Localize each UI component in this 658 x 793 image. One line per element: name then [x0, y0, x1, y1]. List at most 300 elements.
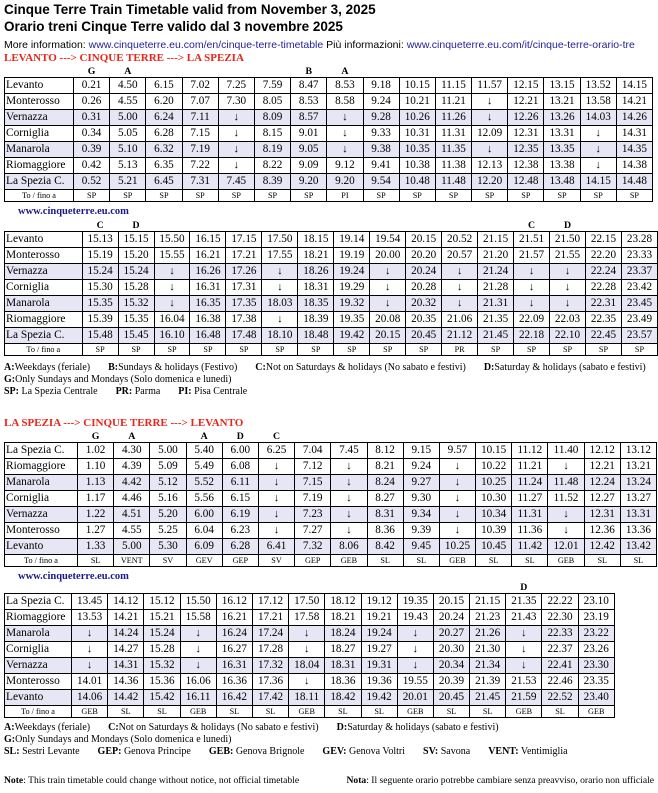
- service-code: [367, 431, 403, 443]
- destination-row: [5, 344, 658, 356]
- departure-time: 7.30: [218, 94, 254, 110]
- pass-arrow-icon: ↓: [580, 158, 616, 174]
- destination-code: SL: [108, 706, 144, 718]
- service-code: [621, 220, 657, 232]
- pass-arrow-icon: ↓: [550, 280, 586, 296]
- departure-time: 9.57: [439, 443, 475, 459]
- departure-time: 22.15: [585, 232, 621, 248]
- departure-time: 21.59: [506, 690, 542, 706]
- departure-time: 16.26: [190, 264, 226, 280]
- departure-time: 17.15: [226, 232, 262, 248]
- pass-arrow-icon: ↓: [327, 126, 363, 142]
- departure-time: 11.38: [435, 158, 471, 174]
- departure-time: 13.52: [580, 78, 616, 94]
- departure-time: 17.42: [252, 690, 288, 706]
- departure-time: 9.54: [363, 174, 399, 190]
- code-row: [5, 582, 615, 594]
- destination-code: SP: [370, 344, 406, 356]
- table-row: [5, 126, 653, 142]
- table-row: [5, 594, 615, 610]
- website-label[interactable]: www.cinqueterre.eu.com: [18, 206, 129, 217]
- departure-time: 17.55: [262, 248, 298, 264]
- departure-time: 22.10: [550, 328, 586, 344]
- pass-arrow-icon: ↓: [180, 658, 216, 674]
- station-name: Corniglia: [5, 126, 74, 142]
- pass-arrow-icon: ↓: [180, 642, 216, 658]
- pass-arrow-icon: ↓: [218, 142, 254, 158]
- service-code: [476, 431, 512, 443]
- pass-arrow-icon: ↓: [258, 475, 294, 491]
- departure-time: 10.45: [476, 539, 512, 555]
- station-name: Monterosso: [5, 248, 83, 264]
- service-code: [154, 220, 190, 232]
- departure-time: 20.28: [406, 280, 442, 296]
- departure-time: 13.24: [620, 475, 656, 491]
- departure-time: 5.52: [186, 475, 222, 491]
- departure-time: 1.27: [78, 523, 114, 539]
- departure-time: 21.28: [478, 280, 514, 296]
- departure-time: 7.23: [295, 507, 331, 523]
- departure-time: 8.42: [367, 539, 403, 555]
- departure-time: 15.20: [118, 248, 154, 264]
- departure-time: 7.11: [182, 110, 218, 126]
- destination-label: To / fino a: [5, 706, 72, 718]
- departure-time: 21.23: [470, 610, 506, 626]
- pass-arrow-icon: ↓: [514, 280, 550, 296]
- pass-arrow-icon: ↓: [258, 491, 294, 507]
- service-code: [584, 431, 620, 443]
- destination-code: SP: [406, 344, 442, 356]
- departure-time: 23.42: [621, 280, 657, 296]
- departure-time: 10.15: [399, 78, 435, 94]
- departure-time: 19.21: [361, 610, 397, 626]
- departure-time: 11.40: [548, 443, 584, 459]
- destination-code: SP: [363, 190, 399, 202]
- pass-arrow-icon: ↓: [514, 264, 550, 280]
- station-name: Manarola: [5, 626, 72, 642]
- pass-arrow-icon: ↓: [289, 674, 325, 690]
- table-row: [5, 539, 657, 555]
- destination-code: GEB: [180, 706, 216, 718]
- departure-time: 17.50: [289, 594, 325, 610]
- destination-code: SP: [298, 344, 334, 356]
- service-code: [406, 220, 442, 232]
- service-code: [478, 220, 514, 232]
- departure-time: 4.55: [114, 523, 150, 539]
- pass-arrow-icon: ↓: [439, 475, 475, 491]
- destination-code: SP: [580, 190, 616, 202]
- destination-code: SL: [433, 706, 469, 718]
- departure-time: 1.22: [78, 507, 114, 523]
- departure-time: 7.45: [218, 174, 254, 190]
- service-code: [439, 431, 475, 443]
- departure-time: 15.50: [180, 594, 216, 610]
- departure-time: 14.01: [72, 674, 108, 690]
- service-code: [470, 582, 506, 594]
- departure-time: 5.13: [110, 158, 146, 174]
- destination-code: GEB: [439, 555, 475, 567]
- service-code: [298, 220, 334, 232]
- departure-time: 23.30: [578, 658, 614, 674]
- table-row: [5, 507, 657, 523]
- pass-arrow-icon: ↓: [439, 523, 475, 539]
- departure-time: 5.20: [150, 507, 186, 523]
- departure-time: 19.29: [334, 280, 370, 296]
- service-code: C: [258, 431, 294, 443]
- departure-time: 9.27: [403, 475, 439, 491]
- departure-time: 18.24: [325, 626, 361, 642]
- departure-time: 11.48: [548, 475, 584, 491]
- departure-time: 18.04: [289, 658, 325, 674]
- departure-time: 12.42: [584, 539, 620, 555]
- departure-time: 17.38: [226, 312, 262, 328]
- destination-code: SP: [334, 344, 370, 356]
- table-row: [5, 523, 657, 539]
- departure-time: 20.15: [433, 594, 469, 610]
- departure-time: 17.21: [252, 610, 288, 626]
- departure-time: 5.25: [150, 523, 186, 539]
- table-row: [5, 280, 658, 296]
- service-code: [252, 582, 288, 594]
- service-code: [544, 66, 580, 78]
- legend-item: A:Weekdays (feriale): [4, 722, 91, 733]
- destination-code: GEB: [331, 555, 367, 567]
- departure-time: 7.59: [254, 78, 290, 94]
- pass-arrow-icon: ↓: [548, 523, 584, 539]
- departure-time: 20.57: [442, 248, 478, 264]
- destination-code: SP: [472, 190, 508, 202]
- station-name: La Spezia C.: [5, 443, 78, 459]
- departure-time: 21.06: [442, 312, 478, 328]
- departure-time: 13.42: [620, 539, 656, 555]
- pass-arrow-icon: ↓: [258, 507, 294, 523]
- departure-time: 15.28: [144, 642, 180, 658]
- departure-time: 6.28: [222, 539, 258, 555]
- departure-time: 16.06: [180, 674, 216, 690]
- departure-time: 17.21: [226, 248, 262, 264]
- departure-time: 21.57: [514, 248, 550, 264]
- departure-time: 18.48: [298, 328, 334, 344]
- departure-time: 5.00: [114, 539, 150, 555]
- departure-time: 7.15: [295, 475, 331, 491]
- destination-row: [5, 706, 615, 718]
- destination-code: GEB: [548, 555, 584, 567]
- departure-time: 20.15: [406, 232, 442, 248]
- departure-time: 15.28: [118, 280, 154, 296]
- departure-time: 15.13: [82, 232, 118, 248]
- station-name: Levanto: [5, 232, 83, 248]
- legend-southbound: [4, 362, 646, 397]
- note-it: Nota: Il seguente orario potrebbe cambiare senza preavviso, orario non ufficiale: [346, 775, 654, 786]
- departure-time: 6.45: [146, 174, 182, 190]
- service-code: [435, 66, 471, 78]
- departure-time: 18.35: [298, 296, 334, 312]
- departure-time: 8.27: [367, 491, 403, 507]
- departure-time: 6.25: [258, 443, 294, 459]
- route-southbound: LEVANTO ---> CINQUE TERRE ---> LA SPEZIA: [4, 52, 244, 64]
- departure-time: 20.32: [406, 296, 442, 312]
- destination-code: SP: [146, 190, 182, 202]
- departure-time: 8.06: [331, 539, 367, 555]
- departure-time: 14.35: [616, 142, 652, 158]
- departure-time: 17.50: [262, 232, 298, 248]
- info-link-it[interactable]: www.cinqueterre.eu.com/it/cinque-terre-orario-tre: [406, 39, 635, 51]
- departure-time: 9.30: [403, 491, 439, 507]
- departure-time: 12.01: [548, 539, 584, 555]
- departure-time: 15.32: [144, 658, 180, 674]
- destination-code: SP: [262, 344, 298, 356]
- departure-time: 7.31: [182, 174, 218, 190]
- pass-arrow-icon: ↓: [258, 523, 294, 539]
- departure-time: 20.08: [370, 312, 406, 328]
- destination-code: SL: [512, 555, 548, 567]
- departure-time: 7.15: [182, 126, 218, 142]
- departure-time: 9.15: [403, 443, 439, 459]
- departure-time: 12.24: [584, 475, 620, 491]
- code-row: [5, 66, 653, 78]
- departure-time: 16.04: [154, 312, 190, 328]
- departure-time: 18.21: [298, 248, 334, 264]
- table-row: [5, 674, 615, 690]
- destination-code: SP: [544, 190, 580, 202]
- destination-code: PI: [327, 190, 363, 202]
- pass-arrow-icon: ↓: [218, 110, 254, 126]
- destination-label: To / fino a: [5, 190, 74, 202]
- service-code: C: [82, 220, 118, 232]
- departure-time: 15.24: [82, 264, 118, 280]
- departure-time: 21.51: [514, 232, 550, 248]
- departure-time: 21.34: [470, 658, 506, 674]
- departure-time: 16.48: [190, 328, 226, 344]
- departure-time: 12.31: [584, 507, 620, 523]
- departure-time: 13.45: [72, 594, 108, 610]
- departure-time: 13.21: [544, 94, 580, 110]
- departure-time: 19.27: [361, 642, 397, 658]
- departure-time: 1.33: [78, 539, 114, 555]
- service-code: D: [222, 431, 258, 443]
- departure-time: 18.03: [262, 296, 298, 312]
- departure-time: 22.45: [585, 328, 621, 344]
- pass-arrow-icon: ↓: [370, 280, 406, 296]
- departure-time: 15.35: [118, 312, 154, 328]
- departure-time: 20.00: [370, 248, 406, 264]
- pass-arrow-icon: ↓: [472, 110, 508, 126]
- table-row: [5, 328, 658, 344]
- destination-code: GEB: [72, 706, 108, 718]
- destination-code: SL: [470, 706, 506, 718]
- departure-time: 20.30: [433, 642, 469, 658]
- pass-arrow-icon: ↓: [397, 642, 433, 658]
- departure-time: 8.53: [327, 78, 363, 94]
- pass-arrow-icon: ↓: [331, 491, 367, 507]
- departure-time: 12.27: [584, 491, 620, 507]
- table-row: [5, 248, 658, 264]
- table-row: [5, 642, 615, 658]
- station-name: Riomaggiore: [5, 610, 72, 626]
- table-row: [5, 174, 653, 190]
- departure-time: 6.08: [222, 459, 258, 475]
- departure-time: 11.36: [512, 523, 548, 539]
- departure-time: 9.28: [363, 110, 399, 126]
- departure-time: 5.49: [186, 459, 222, 475]
- station-name: Levanto: [5, 539, 78, 555]
- departure-time: 11.35: [435, 142, 471, 158]
- departure-time: 15.55: [154, 248, 190, 264]
- departure-time: 11.26: [435, 110, 471, 126]
- departure-time: 7.04: [295, 443, 331, 459]
- pass-arrow-icon: ↓: [262, 312, 298, 328]
- departure-time: 13.35: [544, 142, 580, 158]
- departure-time: 12.21: [508, 94, 544, 110]
- departure-time: 22.03: [550, 312, 586, 328]
- departure-time: 11.21: [512, 459, 548, 475]
- pass-arrow-icon: ↓: [289, 642, 325, 658]
- departure-time: 10.48: [399, 174, 435, 190]
- departure-time: 10.34: [476, 507, 512, 523]
- departure-time: 12.35: [508, 142, 544, 158]
- station-name: Vernazza: [5, 110, 74, 126]
- departure-time: 16.31: [216, 658, 252, 674]
- pass-arrow-icon: ↓: [289, 626, 325, 642]
- service-code: [585, 220, 621, 232]
- pass-arrow-icon: ↓: [331, 523, 367, 539]
- departure-time: 12.21: [584, 459, 620, 475]
- service-code: [508, 66, 544, 78]
- pass-arrow-icon: ↓: [154, 264, 190, 280]
- code-blank: [5, 582, 72, 594]
- departure-time: 12.20: [472, 174, 508, 190]
- pass-arrow-icon: ↓: [442, 264, 478, 280]
- service-code: [334, 220, 370, 232]
- departure-time: 9.41: [363, 158, 399, 174]
- service-code: [361, 582, 397, 594]
- station-name: Monterosso: [5, 94, 74, 110]
- departure-time: 14.26: [616, 110, 652, 126]
- destination-code: SP: [435, 190, 471, 202]
- table-row: [5, 94, 653, 110]
- departure-time: 18.39: [298, 312, 334, 328]
- footer-note: [4, 775, 654, 786]
- departure-time: 8.15: [254, 126, 290, 142]
- departure-time: 11.57: [472, 78, 508, 94]
- service-code: [616, 66, 652, 78]
- destination-code: SP: [218, 190, 254, 202]
- departure-time: 11.48: [435, 174, 471, 190]
- station-name: Monterosso: [5, 674, 72, 690]
- departure-time: 15.30: [82, 280, 118, 296]
- table-row: [5, 658, 615, 674]
- info-label-it: Più informazioni:: [326, 39, 404, 51]
- destination-label: To / fino a: [5, 344, 83, 356]
- departure-time: 0.42: [74, 158, 110, 174]
- departure-time: 13.31: [544, 126, 580, 142]
- station-name: Corniglia: [5, 491, 78, 507]
- departure-time: 12.26: [508, 110, 544, 126]
- departure-time: 13.48: [544, 174, 580, 190]
- departure-time: 21.50: [550, 232, 586, 248]
- departure-time: 1.10: [78, 459, 114, 475]
- departure-time: 6.09: [186, 539, 222, 555]
- departure-time: 6.19: [222, 507, 258, 523]
- station-name: La Spezia C.: [5, 594, 72, 610]
- departure-time: 14.12: [108, 594, 144, 610]
- departure-time: 9.20: [291, 174, 327, 190]
- legend-item: SP: La Spezia Centrale: [4, 386, 98, 397]
- departure-time: 9.33: [363, 126, 399, 142]
- departure-time: 22.28: [585, 280, 621, 296]
- departure-time: 11.31: [512, 507, 548, 523]
- service-code: A: [114, 431, 150, 443]
- station-name: Vernazza: [5, 507, 78, 523]
- service-code: [289, 582, 325, 594]
- service-code: [254, 66, 290, 78]
- departure-time: 6.35: [146, 158, 182, 174]
- departure-time: 5.10: [110, 142, 146, 158]
- departure-time: 19.43: [397, 610, 433, 626]
- destination-code: SP: [621, 344, 657, 356]
- departure-time: 0.21: [74, 78, 110, 94]
- departure-time: 22.37: [542, 642, 578, 658]
- destination-code: GEB: [578, 706, 614, 718]
- service-code: G: [78, 431, 114, 443]
- departure-time: 11.31: [435, 126, 471, 142]
- legend-item: GEB: Genova Brignole: [208, 746, 305, 757]
- departure-time: 23.40: [578, 690, 614, 706]
- legend-item: VENT: Ventimiglia: [488, 746, 568, 757]
- service-code: [216, 582, 252, 594]
- service-code: D: [118, 220, 154, 232]
- pass-arrow-icon: ↓: [72, 626, 108, 642]
- departure-time: 1.17: [78, 491, 114, 507]
- code-blank: [5, 66, 74, 78]
- departure-time: 1.13: [78, 475, 114, 491]
- info-link-en[interactable]: www.cinqueterre.eu.com/en/cinque-terre-timetable: [88, 39, 324, 51]
- departure-time: 22.41: [542, 658, 578, 674]
- destination-code: SP: [82, 344, 118, 356]
- legend-item: PI: Pisa Centrale: [178, 386, 248, 397]
- departure-time: 16.31: [190, 280, 226, 296]
- service-code: A: [327, 66, 363, 78]
- website-label-2[interactable]: www.cinqueterre.eu.com: [18, 571, 129, 582]
- departure-time: 23.49: [621, 312, 657, 328]
- departure-time: 16.10: [154, 328, 190, 344]
- service-code: [580, 66, 616, 78]
- departure-time: 20.27: [433, 626, 469, 642]
- departure-time: 21.45: [470, 690, 506, 706]
- legend-item: G:Only Sundays and Mondays (Solo domenica e lunedì): [4, 734, 232, 745]
- departure-time: 22.35: [585, 312, 621, 328]
- departure-time: 0.34: [74, 126, 110, 142]
- legend-item: D:Saturday & holidays (sabato e festivi): [483, 362, 646, 373]
- departure-time: 8.22: [254, 158, 290, 174]
- departure-time: 19.32: [334, 296, 370, 312]
- departure-time: 14.31: [108, 658, 144, 674]
- departure-time: 20.24: [406, 264, 442, 280]
- service-code: B: [291, 66, 327, 78]
- departure-time: 18.11: [289, 690, 325, 706]
- departure-time: 10.35: [399, 142, 435, 158]
- departure-time: 0.52: [74, 174, 110, 190]
- pass-arrow-icon: ↓: [72, 642, 108, 658]
- table-row: [5, 110, 653, 126]
- departure-time: 21.43: [506, 610, 542, 626]
- departure-time: 4.39: [114, 459, 150, 475]
- departure-time: 6.15: [146, 78, 182, 94]
- departure-time: 7.19: [182, 142, 218, 158]
- departure-time: 23.28: [621, 232, 657, 248]
- departure-time: 21.24: [478, 264, 514, 280]
- departure-time: 7.25: [218, 78, 254, 94]
